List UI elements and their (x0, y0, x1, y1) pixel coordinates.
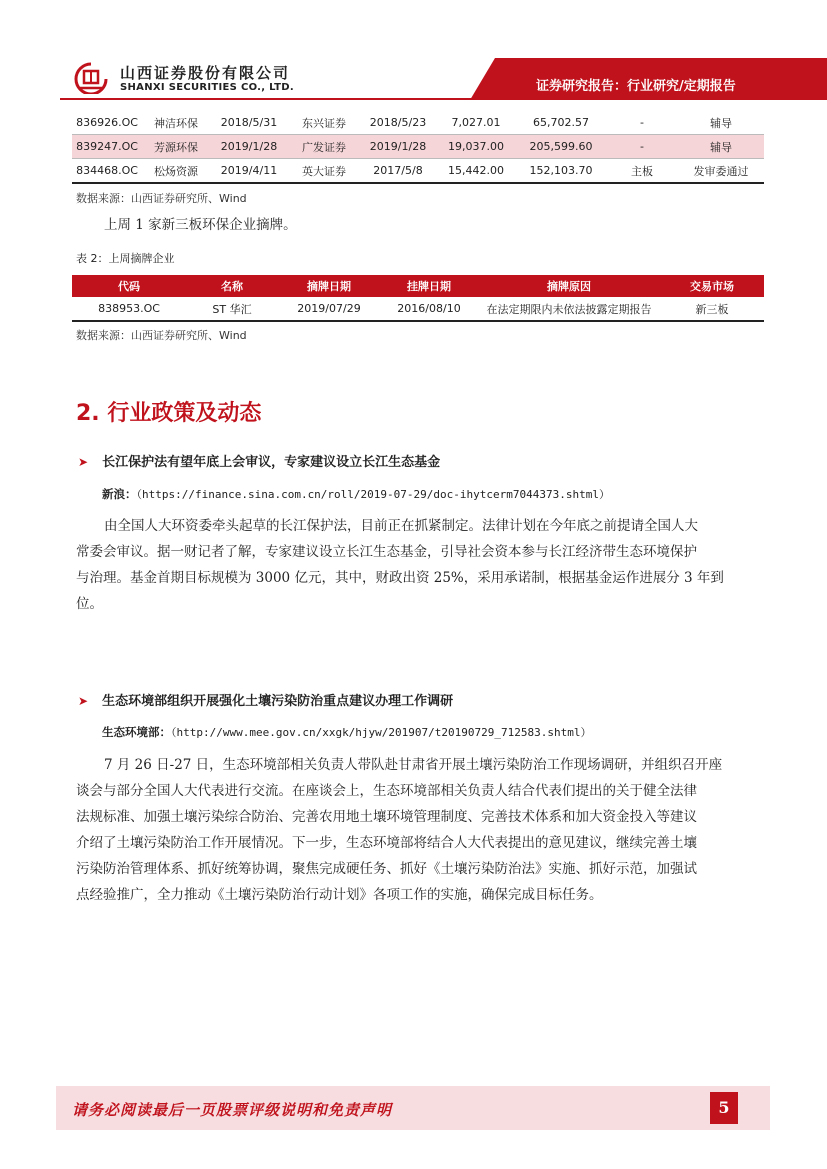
column-header: 摘牌日期 (278, 275, 380, 297)
body-line: 污染防治管理体系、抓好统筹协调，聚焦完成硬任务、抓好《土壤污染防治法》实施、抓好示范，加强试 (76, 861, 697, 877)
news-source (102, 724, 591, 740)
body-line: 常委会审议。据一财记者了解，专家建议设立长江生态基金，引导社会资本参与长江经济带生态环境保护 (76, 544, 697, 560)
table-cell: 在法定期限内未依法披露定期报告 (478, 297, 660, 321)
body-line: 位。 (76, 596, 103, 612)
table-cell: ST 华汇 (186, 297, 278, 321)
table-cell: 2018/5/31 (210, 111, 288, 135)
table-cell: 英大证券 (288, 159, 360, 184)
body-line: 点经验推广，全力推动《土壤污染防治行动计划》各项工作的实施，确保完成目标任务。 (76, 887, 603, 903)
bullet-arrow-icon: ➤ (78, 694, 89, 708)
table-cell: 2018/5/23 (360, 111, 436, 135)
table-cell: 2016/08/10 (380, 297, 478, 321)
table-cell: 2019/1/28 (210, 135, 288, 159)
column-header: 摘牌原因 (478, 275, 660, 297)
table-cell: 839247.OC (72, 135, 142, 159)
page-number: 5 (710, 1092, 738, 1124)
news-source-name: 生态环境部： (102, 725, 171, 739)
body-line: 由全国人大环资委牵头起草的长江保护法，目前正在抓紧制定。法律计划在今年底之前提请全国人大 (104, 518, 698, 534)
news-headline-text: 生态环境部组织开展强化土壤污染防治重点建议办理工作调研 (102, 694, 454, 709)
table-cell: 松炀资源 (142, 159, 210, 184)
column-header: 交易市场 (660, 275, 764, 297)
page-header (0, 0, 827, 100)
table-caption: 表 2：上周摘牌企业 (76, 252, 175, 265)
table-cell: 神洁环保 (142, 111, 210, 135)
table-header-row (72, 275, 764, 297)
table-cell: 19,037.00 (436, 135, 516, 159)
news-body (76, 513, 756, 617)
table-cell: - (606, 135, 678, 159)
delist-summary: 上周 1 家新三板环保企业摘牌。 (104, 217, 297, 233)
body-line: 介绍了土壤污染防治工作开展情况。下一步，生态环境部将结合人大代表提出的意见建议，继续完善土壤 (76, 835, 697, 851)
table-cell: 东兴证券 (288, 111, 360, 135)
company-logo-icon (72, 62, 110, 94)
data-source-note: 数据来源：山西证券研究所、Wind (76, 192, 247, 205)
table-cell: 152,103.70 (516, 159, 606, 184)
column-header: 名称 (186, 275, 278, 297)
table-cell: 205,599.60 (516, 135, 606, 159)
column-header: 挂牌日期 (380, 275, 478, 297)
news-source (102, 486, 610, 502)
table-cell: 芳源环保 (142, 135, 210, 159)
body-line: 与治理。基金首期目标规模为 3000 亿元，其中，财政出资 25%，采用承诺制，根据基金运作进展分 3 年到 (76, 570, 724, 586)
body-line: 法规标准、加强土壤污染综合防治、完善农用地土壤环境管理制度、完善技术体系和加大资金投入等建议 (76, 809, 697, 825)
news-headline (78, 690, 453, 709)
news-body (76, 752, 756, 908)
table-cell: - (606, 111, 678, 135)
table-cell: 2017/5/8 (360, 159, 436, 184)
table-row (72, 159, 764, 184)
disclaimer-notice: 请务必阅读最后一页股票评级说明和免责声明 (72, 1101, 393, 1119)
news-source-name: 新浪： (102, 487, 137, 501)
bullet-arrow-icon: ➤ (78, 455, 89, 469)
table-cell: 65,702.57 (516, 111, 606, 135)
data-source-note: 数据来源：山西证券研究所、Wind (76, 329, 247, 342)
column-header: 代码 (72, 275, 186, 297)
table-cell: 辅导 (678, 111, 764, 135)
table-cell: 主板 (606, 159, 678, 184)
body-line: 谈会与部分全国人大代表进行交流。在座谈会上，生态环境部相关负责人结合代表们提出的关于健全法律 (76, 783, 697, 799)
table-cell: 发审委通过 (678, 159, 764, 184)
news-source-link[interactable]: （http://www.mee.gov.cn/xxgk/hjyw/201907/t20190729_712583.shtml） (171, 726, 592, 739)
table-cell: 838953.OC (72, 297, 186, 321)
delisted-companies-table (72, 275, 764, 322)
table-cell: 2019/4/11 (210, 159, 288, 184)
news-source-link[interactable]: （https://finance.sina.com.cn/roll/2019-07-29/doc-ihytcerm7044373.shtml） (136, 488, 610, 501)
table-row (72, 135, 764, 159)
ipo-status-table (72, 111, 764, 184)
section-title: 2. 行业政策及动态 (76, 401, 262, 426)
table-cell: 新三板 (660, 297, 764, 321)
table-row (72, 111, 764, 135)
table-cell: 15,442.00 (436, 159, 516, 184)
body-line: 7 月 26 日-27 日，生态环境部相关负责人带队赴甘肃省开展土壤污染防治工作现场调研，并组织召开座 (104, 757, 723, 773)
news-headline (78, 451, 440, 470)
table-cell: 834468.OC (72, 159, 142, 184)
company-name-cn: 山西证券股份有限公司 (120, 64, 291, 82)
table-cell: 2019/1/28 (360, 135, 436, 159)
table-row (72, 297, 764, 321)
table-cell: 7,027.01 (436, 111, 516, 135)
table-cell: 广发证券 (288, 135, 360, 159)
report-type-title: 证券研究报告：行业研究/定期报告 (536, 79, 736, 94)
table-cell: 2019/07/29 (278, 297, 380, 321)
news-headline-text: 长江保护法有望年底上会审议，专家建议设立长江生态基金 (102, 455, 441, 470)
table-cell: 836926.OC (72, 111, 142, 135)
table-cell: 辅导 (678, 135, 764, 159)
company-name-en: SHANXI SECURITIES CO., LTD. (120, 82, 294, 93)
